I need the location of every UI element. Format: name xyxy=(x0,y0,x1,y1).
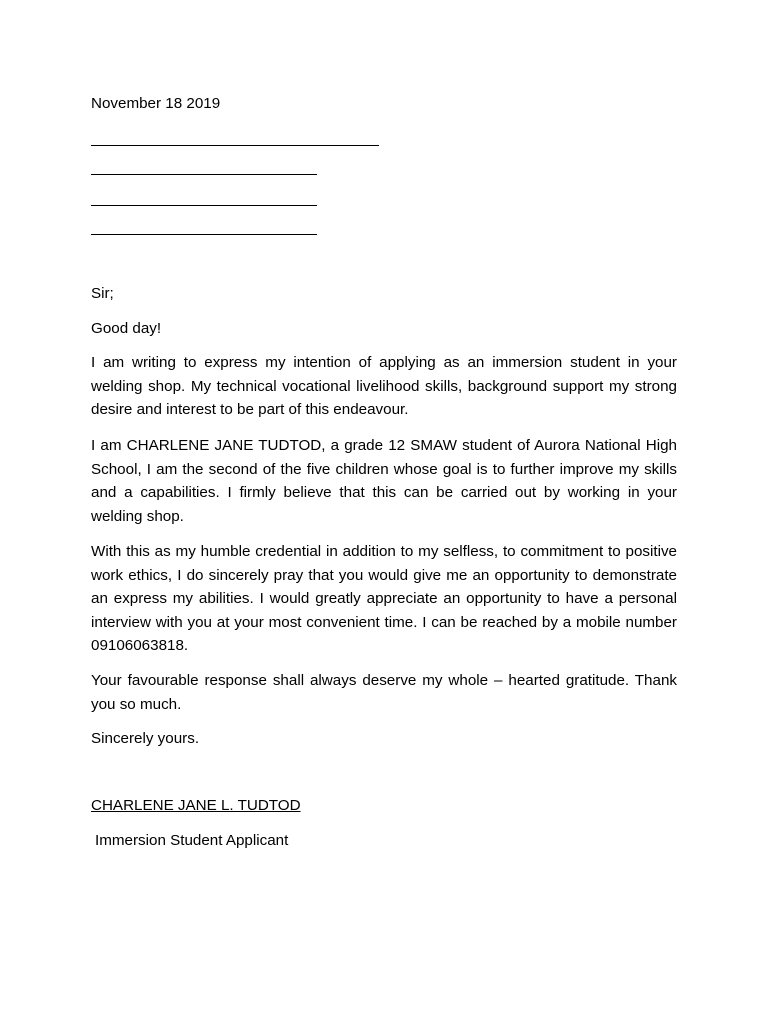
paragraph-request: With this as my humble credential in addition to my selfless, to commitment to positive work ethics, I do sincerely pray that you would give me an opportunity to demonstrate an express my abilities. I would greatly appreciate an opportunity to have a personal interview with you at your most convenient time. I can be reached by a mobile number 09106063818. xyxy=(91,543,677,655)
greeting: Good day! xyxy=(91,320,162,337)
paragraph-thanks: Your favourable response shall always deserve my whole – hearted gratitude. Thank you so much. xyxy=(91,672,677,713)
closing: Sincerely yours. xyxy=(91,730,200,747)
address-blank-line-1 xyxy=(91,145,379,146)
paragraph-introduction: I am CHARLENE JANE TUDTOD, a grade 12 SMAW student of Aurora National High School, I am the second of the five children whose goal is to further improve my skills and a capabilities. I firmly believe that this can be carried out by working in your welding shop. xyxy=(91,437,677,525)
address-blank-line-4 xyxy=(91,234,317,235)
address-blank-line-2 xyxy=(91,174,317,175)
signature-title: Immersion Student Applicant xyxy=(95,832,289,849)
address-blank-line-3 xyxy=(91,205,317,206)
salutation: Sir; xyxy=(91,285,114,302)
signature-name: CHARLENE JANE L. TUDTOD xyxy=(91,797,301,814)
letter-date: November 18 2019 xyxy=(91,95,221,112)
paragraph-intent: I am writing to express my intention of applying as an immersion student in your welding shop. My technical vocational livelihood skills, background support my strong desire and interest to be part of this endeavour. xyxy=(91,354,677,419)
